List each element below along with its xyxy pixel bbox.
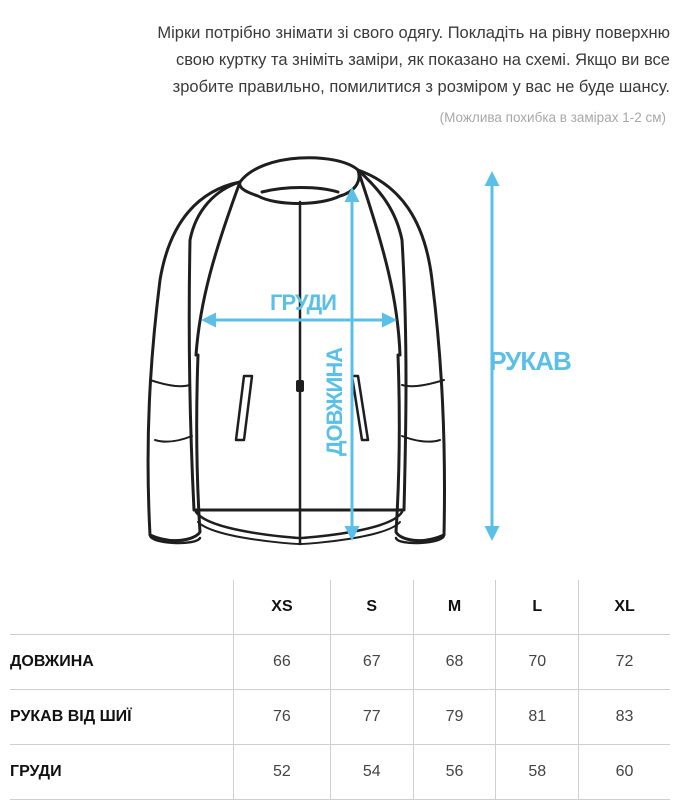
sleeve-label: РУКАВ bbox=[489, 346, 571, 376]
size-header: S bbox=[330, 580, 413, 635]
table-row bbox=[10, 745, 670, 800]
intro-text bbox=[10, 20, 670, 101]
size-header: M bbox=[413, 580, 496, 635]
table-row bbox=[10, 690, 670, 745]
row-label: РУКАВ ВІД ШИЇ bbox=[10, 690, 234, 745]
table-cell: 52 bbox=[234, 745, 331, 800]
size-header: XS bbox=[234, 580, 331, 635]
table-cell: 58 bbox=[496, 745, 579, 800]
intro-line-2: свою куртку та зніміть заміри, як показано на схемі. Якщо ви все bbox=[175, 51, 670, 69]
table-cell: 70 bbox=[496, 635, 579, 690]
intro-line-3: зробите правильно, помилитися з розміром у вас не буде шансу. bbox=[172, 78, 670, 96]
jacket-outline bbox=[148, 158, 444, 544]
row-label: ГРУДИ bbox=[10, 745, 234, 800]
table-cell: 54 bbox=[330, 745, 413, 800]
table-cell: 68 bbox=[413, 635, 496, 690]
jacket-diagram bbox=[0, 140, 684, 560]
intro-line-1: Мірки потрібно знімати зі свого одягу. Покладіть на рівну поверхню bbox=[157, 24, 670, 42]
table-cell: 79 bbox=[413, 690, 496, 745]
table-cell: 66 bbox=[234, 635, 331, 690]
table-row bbox=[10, 635, 670, 690]
tolerance-note: (Можлива похибка в замірах 1-2 см) bbox=[439, 110, 666, 125]
table-cell: 83 bbox=[579, 690, 670, 745]
size-header: L bbox=[496, 580, 579, 635]
row-label: ДОВЖИНА bbox=[10, 635, 234, 690]
size-header: XL bbox=[579, 580, 670, 635]
table-cell: 67 bbox=[330, 635, 413, 690]
chest-label: ГРУДИ bbox=[270, 290, 336, 315]
table-cell: 76 bbox=[234, 690, 331, 745]
table-cell: 72 bbox=[579, 635, 670, 690]
table-cell: 77 bbox=[330, 690, 413, 745]
size-table bbox=[10, 580, 670, 800]
table-cell: 81 bbox=[496, 690, 579, 745]
table-cell: 56 bbox=[413, 745, 496, 800]
table-cell: 60 bbox=[579, 745, 670, 800]
size-header-row bbox=[10, 580, 670, 635]
length-label: ДОВЖИНА bbox=[322, 347, 347, 457]
header-empty-cell bbox=[10, 580, 234, 635]
